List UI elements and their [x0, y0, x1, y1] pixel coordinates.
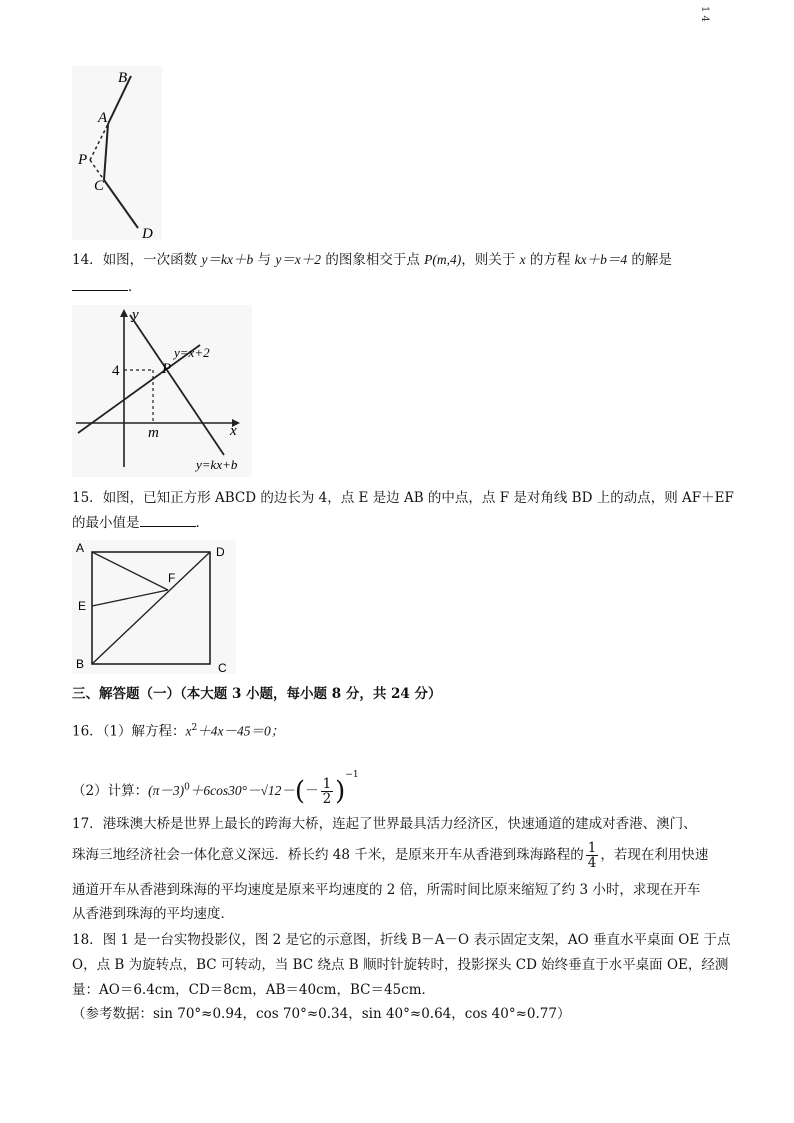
q14-text: 与: [253, 252, 276, 268]
label-a: A: [76, 541, 85, 555]
q14-text: 的解是: [627, 252, 672, 268]
q14-line2: [72, 276, 732, 297]
answer-blank[interactable]: [72, 276, 128, 291]
frac-den: 4: [587, 855, 597, 871]
q14-text: 如图，一次函数: [102, 252, 202, 268]
q17-text: 珠海三地经济社会一体化意义深远．桥长约 48 千米，是原来开车从香港到珠海路程的: [72, 847, 584, 863]
q16-part2-label: （2）计算：: [72, 783, 149, 799]
q18-number: 18．: [72, 932, 103, 948]
q15-text: 的最小值是: [72, 515, 140, 531]
q16-sup: 0: [184, 782, 190, 793]
tick-m-label: m: [148, 425, 159, 441]
q16-eq: x: [185, 723, 192, 739]
label-d: D: [142, 226, 153, 240]
line2-label: y=kx+b: [196, 457, 238, 472]
q14-eq3: kx＋b＝4: [574, 252, 628, 267]
tick-4-label: 4: [112, 363, 120, 379]
q16-sup: 2: [191, 723, 198, 733]
x-axis-label: x: [230, 423, 237, 439]
frac-num: 1: [322, 776, 332, 792]
label-a: A: [98, 110, 108, 126]
q16-part1: [72, 718, 732, 742]
q14-text: 的图象相交于点: [321, 252, 425, 268]
paren-close: ): [335, 776, 346, 807]
label-c: C: [94, 178, 105, 194]
q16-number: 16．: [72, 723, 103, 740]
figure-q15-square: [72, 540, 236, 674]
label-f: F: [168, 571, 176, 585]
q17-line3: 通道开车从香港到珠海的平均速度是原来平均速度的 2 倍，所需时间比原来缩短了约 3 小时，求现在开车: [72, 882, 701, 898]
label-p: P: [78, 152, 88, 168]
fraction-quarter: [586, 841, 599, 870]
figure-q14-graph: [72, 305, 252, 477]
q14-end: ．: [128, 279, 142, 295]
q16-part2: [72, 758, 732, 809]
q14-text: ，则关于: [461, 252, 520, 268]
q15-end: ．: [195, 515, 209, 531]
q17-text: 港珠澳大桥是世界上最长的跨海大桥，连起了世界最具活力经济区，快速通道的建成对香港、澳门、: [102, 816, 697, 832]
q17-line2: [72, 838, 732, 872]
q15-line1: [72, 488, 732, 508]
q18-text: 图 1 是一台实物投影仪，图 2 是它的示意图，折线 B－A－O 表示固定支架，AO 垂直水平桌面 OE 于点: [102, 932, 731, 948]
q14-text: 的方程: [525, 252, 575, 268]
figure-q13: [72, 66, 162, 240]
q18-line1: [72, 930, 732, 950]
paren-open: (: [294, 776, 306, 807]
line1-label: y=x+2: [174, 345, 210, 360]
q17-line1: [72, 814, 732, 834]
label-d: D: [216, 545, 225, 559]
label-b: B: [118, 70, 128, 86]
page-marker: 1 4: [699, 6, 710, 22]
frac-den: 2: [322, 791, 332, 807]
q18-line3: 量：AO＝6.4cm，CD＝8cm，AB＝40cm，BC＝45cm．: [72, 982, 436, 998]
y-axis-label: y: [132, 307, 139, 323]
q16-minus: －: [305, 783, 319, 799]
q14-var: x: [519, 252, 526, 267]
q16-sup: −1: [345, 770, 359, 780]
label-c: C: [218, 661, 227, 674]
answer-blank[interactable]: [140, 512, 196, 527]
label-b: B: [76, 657, 85, 671]
frac-num: 1: [587, 840, 597, 856]
point-p-label: P: [162, 361, 172, 377]
q14-point: P(m,4): [424, 252, 462, 267]
q14-eq1: y＝kx＋b: [201, 252, 254, 267]
q18-line4: （参考数据：sin 70°≈0.94，cos 70°≈0.34，sin 40°≈0.64，cos 40°≈0.77）: [72, 1006, 571, 1022]
q16-expr: (π－3): [148, 783, 185, 798]
q15-line2: [72, 512, 732, 533]
q16-expr: ＋6cos30°－√12－: [189, 783, 295, 798]
q14-eq2: y＝x＋2: [275, 252, 322, 267]
q14-number: 14．: [72, 252, 103, 268]
q16-part1-label: （1）解方程：: [102, 723, 186, 740]
fraction-half: [321, 777, 334, 806]
q15-text: 如图，已知正方形 ABCD 的边长为 4，点 E 是边 AB 的中点，点 F 是对角线 BD 上的动点，则 AF＋EF: [102, 490, 734, 506]
q15-number: 15．: [72, 490, 103, 506]
q17-text: ，若现在利用快速: [600, 847, 709, 863]
section3-title: 三、解答题（一）（本大题 3 小题，每小题 8 分，共 24 分）: [72, 686, 442, 702]
q14-line1: [72, 250, 732, 270]
label-e: E: [78, 599, 87, 613]
q18-line2: O，点 B 为旋转点，BC 可转动，当 BC 绕点 B 顺时针旋转时，投影探头 CD 始终垂直于水平桌面 OE，经测: [72, 957, 729, 973]
q16-eq: ＋4x－45＝0；: [197, 723, 285, 739]
q17-number: 17．: [72, 816, 103, 832]
q17-line4: 从香港到珠海的平均速度．: [72, 906, 234, 922]
